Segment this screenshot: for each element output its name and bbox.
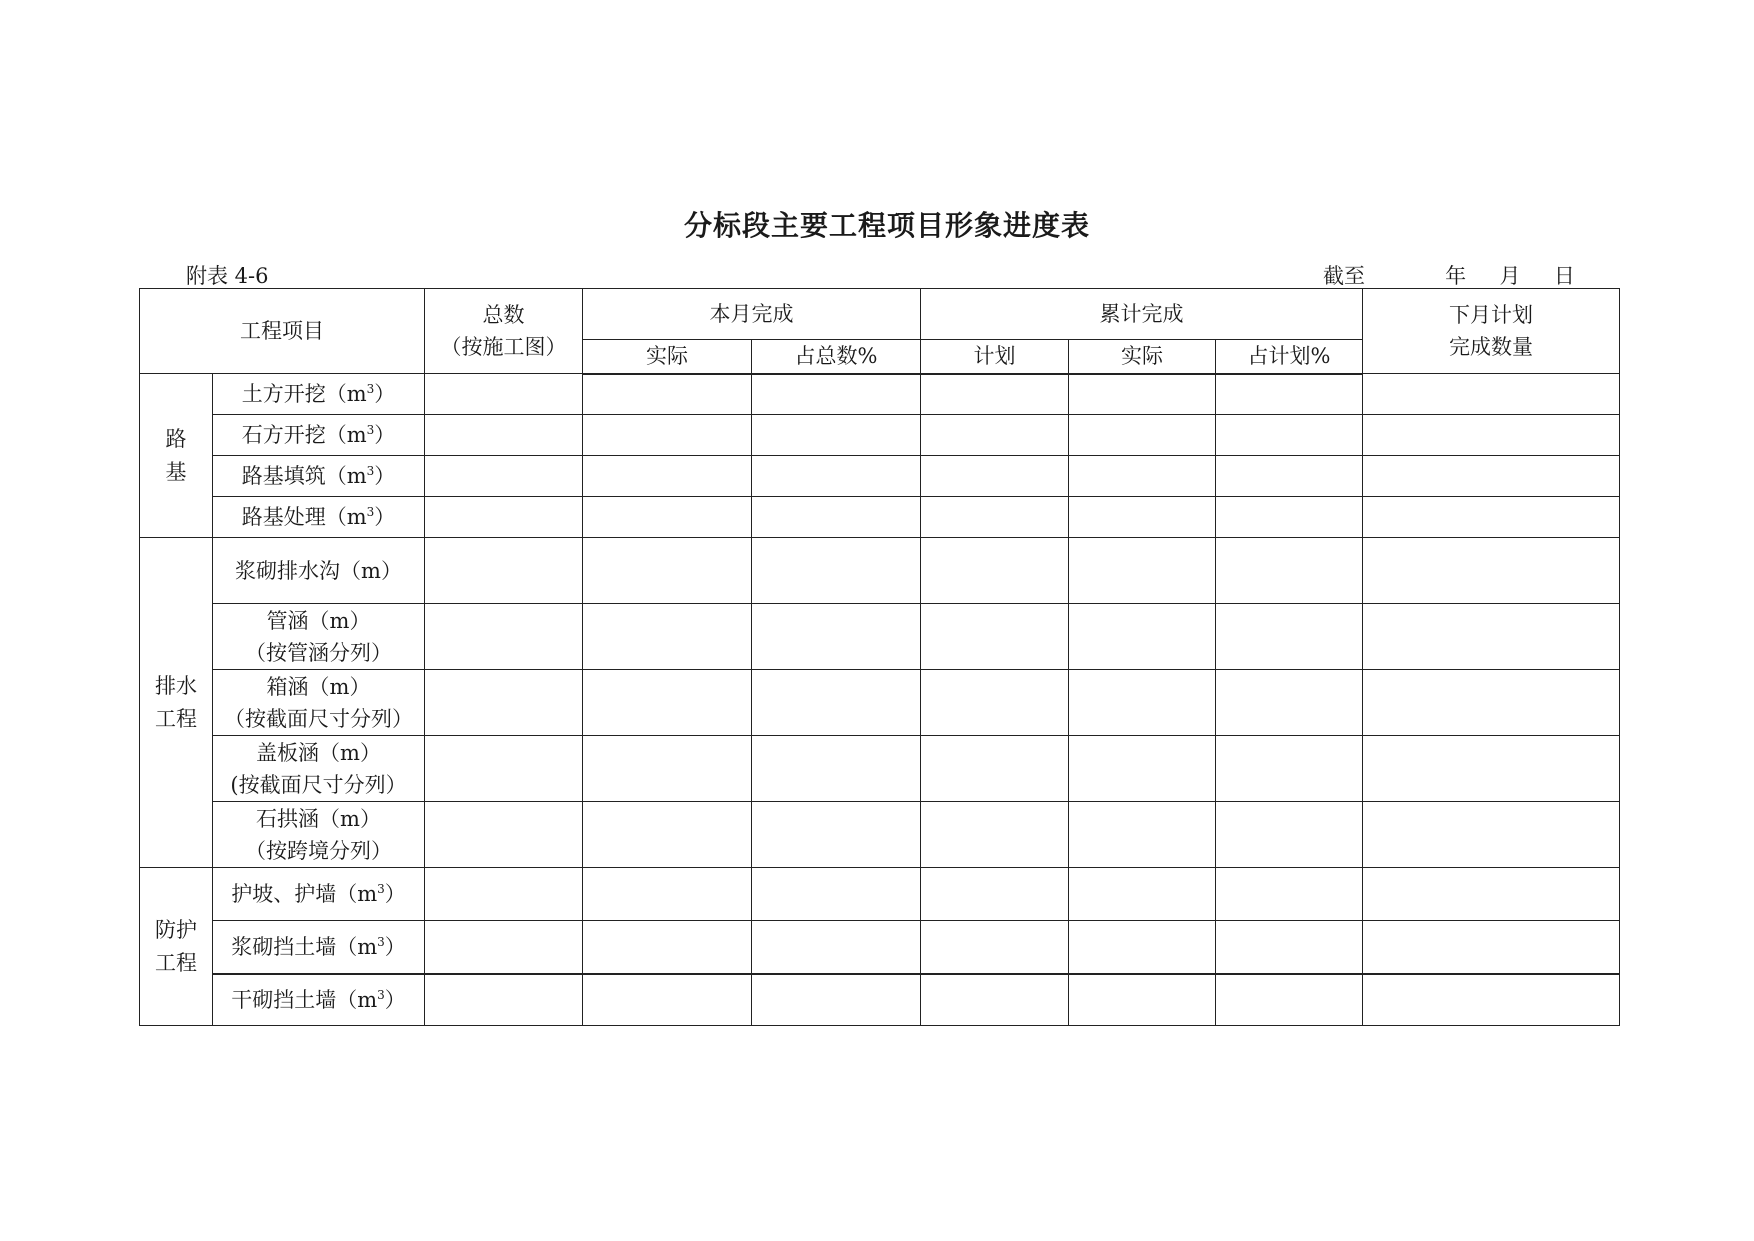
value-cell <box>583 802 752 868</box>
value-cell <box>1363 736 1620 802</box>
month-label: 月 <box>1499 264 1521 288</box>
category-cell: 路 基 <box>140 374 213 538</box>
table-body <box>140 374 1620 1026</box>
item-name-cell: 土方开挖$(m^3)$ <box>213 374 425 415</box>
value-cell <box>752 415 921 456</box>
table-row <box>140 538 1620 604</box>
value-cell <box>921 974 1069 1026</box>
table-row <box>140 868 1620 921</box>
value-cell <box>752 974 921 1026</box>
value-cell <box>921 868 1069 921</box>
value-cell <box>583 415 752 456</box>
value-cell <box>425 604 583 670</box>
value-cell <box>752 868 921 921</box>
value-cell <box>752 802 921 868</box>
value-cell <box>752 604 921 670</box>
value-cell <box>1069 415 1216 456</box>
value-cell <box>1069 497 1216 538</box>
value-cell <box>752 497 921 538</box>
value-cell <box>752 736 921 802</box>
value-cell <box>1216 415 1363 456</box>
table-row <box>140 415 1620 456</box>
item-name-cell: 干砌挡土墙$(m^3)$ <box>213 974 425 1026</box>
table-row <box>140 802 1620 868</box>
value-cell <box>1363 415 1620 456</box>
progress-table <box>139 288 1620 1026</box>
value-cell <box>921 456 1069 497</box>
value-cell <box>1216 538 1363 604</box>
value-cell <box>425 802 583 868</box>
value-cell <box>1069 921 1216 974</box>
table-row <box>140 374 1620 415</box>
value-cell <box>921 736 1069 802</box>
header-this-month: 本月完成 <box>583 289 921 340</box>
value-cell <box>1069 374 1216 415</box>
value-cell <box>583 497 752 538</box>
table-row <box>140 497 1620 538</box>
header-cumulative: 累计完成 <box>921 289 1363 340</box>
value-cell <box>425 415 583 456</box>
value-cell <box>921 670 1069 736</box>
item-name-cell: 浆砌排水沟（m） <box>213 538 425 604</box>
header-total: 总数 （按施工图） <box>425 289 583 374</box>
item-name-cell: 浆砌挡土墙$(m^3)$ <box>213 921 425 974</box>
value-cell <box>1363 670 1620 736</box>
item-name-cell: 盖板涵（m） (按截面尺寸分列） <box>213 736 425 802</box>
value-cell <box>583 736 752 802</box>
value-cell <box>425 670 583 736</box>
value-cell <box>1069 604 1216 670</box>
value-cell <box>1216 670 1363 736</box>
item-name-cell: 管涵（m） （按管涵分列） <box>213 604 425 670</box>
value-cell <box>1216 736 1363 802</box>
form-number: 附表 4-6 <box>186 264 269 288</box>
value-cell <box>1363 868 1620 921</box>
item-name-cell: 箱涵（m） （按截面尺寸分列） <box>213 670 425 736</box>
value-cell <box>425 456 583 497</box>
item-name-cell: 石拱涵（m） （按跨境分列） <box>213 802 425 868</box>
table-row <box>140 921 1620 974</box>
value-cell <box>583 456 752 497</box>
table-row <box>140 974 1620 1026</box>
value-cell <box>1069 868 1216 921</box>
value-cell <box>425 374 583 415</box>
value-cell <box>1363 374 1620 415</box>
as-of-label: 截至 <box>1323 264 1365 288</box>
value-cell <box>1069 670 1216 736</box>
value-cell <box>1216 802 1363 868</box>
value-cell <box>752 456 921 497</box>
value-cell <box>1216 974 1363 1026</box>
value-cell <box>1216 497 1363 538</box>
value-cell <box>425 538 583 604</box>
value-cell <box>1216 868 1363 921</box>
day-label: 日 <box>1553 264 1575 288</box>
value-cell <box>425 974 583 1026</box>
item-name-cell: 护坡、护墙$(m^3)$ <box>213 868 425 921</box>
value-cell <box>921 374 1069 415</box>
value-cell <box>425 868 583 921</box>
item-name-cell: 石方开挖$(m^3)$ <box>213 415 425 456</box>
value-cell <box>425 497 583 538</box>
value-cell <box>583 921 752 974</box>
category-cell: 防护 工程 <box>140 868 213 1026</box>
value-cell <box>583 974 752 1026</box>
value-cell <box>1069 538 1216 604</box>
item-name-cell: 路基处理$(m^3)$ <box>213 497 425 538</box>
value-cell <box>425 736 583 802</box>
table-row <box>140 670 1620 736</box>
as-of-date <box>1323 260 1575 290</box>
value-cell <box>921 802 1069 868</box>
table-row <box>140 736 1620 802</box>
value-cell <box>1363 497 1620 538</box>
header-actual-month: 实际 <box>583 340 752 374</box>
value-cell <box>921 497 1069 538</box>
value-cell <box>752 374 921 415</box>
value-cell <box>752 921 921 974</box>
value-cell <box>1069 456 1216 497</box>
value-cell <box>583 374 752 415</box>
header-pct-total: 占总数% <box>752 340 921 374</box>
value-cell <box>583 670 752 736</box>
value-cell <box>752 538 921 604</box>
value-cell <box>583 538 752 604</box>
header-next-month: 下月计划 完成数量 <box>1363 289 1620 374</box>
value-cell <box>1363 604 1620 670</box>
value-cell <box>1069 802 1216 868</box>
value-cell <box>1363 538 1620 604</box>
table-row <box>140 604 1620 670</box>
value-cell <box>1216 604 1363 670</box>
value-cell <box>1363 921 1620 974</box>
year-label: 年 <box>1445 264 1467 288</box>
value-cell <box>921 538 1069 604</box>
header-pct-plan: 占计划% <box>1216 340 1363 374</box>
item-name-cell: 路基填筑$(m^3)$ <box>213 456 425 497</box>
category-cell: 排水 工程 <box>140 538 213 868</box>
header-project: 工程项目 <box>140 289 425 374</box>
header-row-1 <box>140 289 1620 340</box>
value-cell <box>1363 802 1620 868</box>
value-cell <box>921 415 1069 456</box>
value-cell <box>583 604 752 670</box>
value-cell <box>921 604 1069 670</box>
value-cell <box>1069 974 1216 1026</box>
document-title: 分标段主要工程项目形象进度表 <box>683 209 1090 242</box>
header-plan: 计划 <box>921 340 1069 374</box>
value-cell <box>1216 374 1363 415</box>
value-cell <box>425 921 583 974</box>
value-cell <box>1216 456 1363 497</box>
value-cell <box>1363 974 1620 1026</box>
value-cell <box>752 670 921 736</box>
value-cell <box>1363 456 1620 497</box>
table-row <box>140 456 1620 497</box>
value-cell <box>583 868 752 921</box>
value-cell <box>921 921 1069 974</box>
value-cell <box>1069 736 1216 802</box>
header-actual-cumulative: 实际 <box>1069 340 1216 374</box>
value-cell <box>1216 921 1363 974</box>
